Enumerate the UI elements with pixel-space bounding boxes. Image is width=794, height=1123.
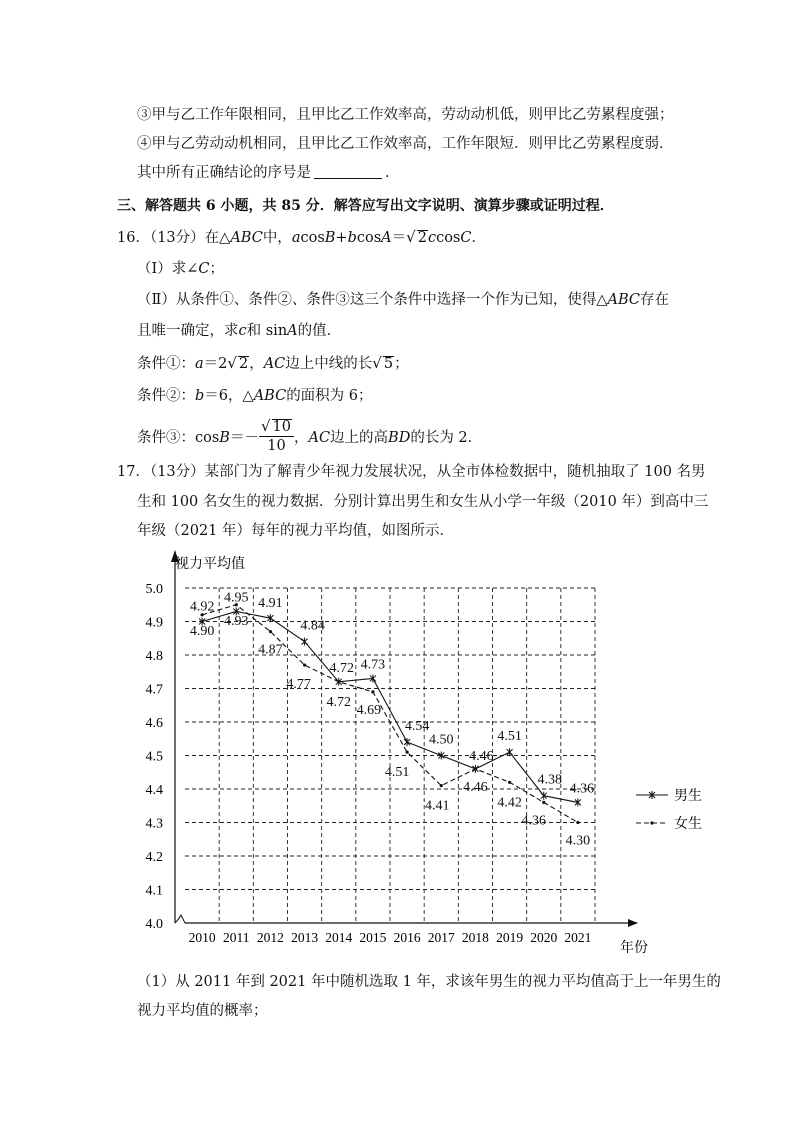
prompt-text: 其中所有正确结论的序号是 xyxy=(137,165,311,181)
legend xyxy=(636,787,702,832)
girls-point xyxy=(371,690,374,693)
segment-AC: AC xyxy=(263,356,286,372)
part2-end: 的值． xyxy=(297,323,342,339)
condition-2 xyxy=(137,386,373,406)
radicand: 5 xyxy=(383,356,394,372)
fraction xyxy=(259,417,294,455)
var-A: A xyxy=(287,323,298,339)
radical-sign: √ xyxy=(260,417,271,435)
question-17-line1: 17．（13分）某部门为了解青少年视力发展状况，从全市体检数据中，随机抽取了 100 名男 xyxy=(117,464,706,480)
q16-part1 xyxy=(137,259,224,279)
y-tick-label: 4.3 xyxy=(145,816,163,832)
y-tick-label: 4.7 xyxy=(145,682,163,698)
condition-text: 的长为 2． xyxy=(410,430,483,446)
girls-point xyxy=(474,767,477,770)
semicolon: ； xyxy=(394,356,409,372)
plus-sign: + xyxy=(335,230,348,246)
data-label: 4.72 xyxy=(329,660,354,676)
fn-cos: cos xyxy=(356,230,382,246)
var-A: A xyxy=(381,230,392,246)
x-tick-label: 2019 xyxy=(496,930,524,945)
triangle-name: ABC xyxy=(230,230,263,246)
data-label: 4.42 xyxy=(497,795,522,811)
x-tick-label: 2016 xyxy=(393,930,421,945)
grid xyxy=(185,588,595,923)
condition-text: 的面积为 6； xyxy=(286,388,373,404)
data-label: 4.41 xyxy=(425,798,450,814)
x-tick-label: 2010 xyxy=(188,930,216,945)
x-tick-label: 2018 xyxy=(461,930,489,945)
vision-line-chart xyxy=(0,540,794,960)
data-label: 4.87 xyxy=(258,642,283,658)
radical-sign: √ xyxy=(227,354,237,372)
condition-1 xyxy=(137,353,409,374)
y-tick-label: 4.6 xyxy=(145,716,163,731)
triangle-name: ABC xyxy=(607,292,641,308)
boys-point xyxy=(507,748,513,756)
boys-point xyxy=(302,638,308,646)
var-B: B xyxy=(219,430,230,446)
radicand: 10 xyxy=(272,419,291,435)
fn-cos: cos xyxy=(436,230,461,246)
girls-point xyxy=(440,784,443,787)
part2-text: （Ⅱ）从条件①、条件②、条件③这三个条件中选择一个作为已知，使得△ xyxy=(137,292,608,308)
condition-text: 边上中线的长 xyxy=(285,356,373,372)
q16-part2-line1 xyxy=(137,290,669,310)
radicand: 2 xyxy=(417,230,427,246)
data-label: 4.30 xyxy=(565,833,591,849)
var-B: B xyxy=(324,230,336,246)
data-label: 4.51 xyxy=(384,765,410,781)
y-tick-label: 4.0 xyxy=(145,917,163,932)
x-tick-label: 2021 xyxy=(564,930,592,945)
condition-3 xyxy=(137,416,482,460)
data-label: 4.90 xyxy=(189,623,215,639)
q16-end: ． xyxy=(471,230,486,246)
statement-4: ④甲与乙劳动动机相同，且甲比乙工作效率高，工作年限短．则甲比乙劳累程度弱． xyxy=(137,136,674,152)
girls-point xyxy=(303,663,306,666)
girls-point xyxy=(576,821,579,824)
condition-text: 边上的高 xyxy=(330,430,389,446)
question-16-head xyxy=(117,227,486,248)
fraction-numerator xyxy=(259,417,294,437)
part2-text: 且唯一确定，求 xyxy=(137,323,239,339)
segment-BD: BD xyxy=(388,430,411,446)
data-label: 4.46 xyxy=(469,748,494,764)
fraction-denominator: 10 xyxy=(267,438,286,454)
condition-label: 条件③：cos xyxy=(137,430,220,446)
axis-break xyxy=(175,915,185,923)
var-b: b xyxy=(195,388,205,404)
y-tick-label: 4.1 xyxy=(145,883,163,899)
radicand: 2 xyxy=(238,356,249,372)
statement-3: ③甲与乙工作年限相同，且甲比乙工作效率高，劳动动机低，则甲比乙劳累程度强； xyxy=(137,107,674,123)
axes xyxy=(146,550,649,956)
x-tick-label: 2014 xyxy=(325,930,353,945)
condition-label: 条件②： xyxy=(137,388,195,404)
girls-point xyxy=(337,680,340,683)
data-label: 4.50 xyxy=(429,732,454,748)
var-c: c xyxy=(427,230,437,246)
data-label: 4.38 xyxy=(537,772,562,788)
data-label: 4.77 xyxy=(286,677,311,693)
equals-minus: ＝－ xyxy=(229,430,259,446)
data-label: 4.84 xyxy=(300,618,325,634)
data-label: 4.91 xyxy=(258,596,283,612)
data-label: 4.36 xyxy=(521,813,546,829)
data-labels xyxy=(190,590,594,848)
y-tick-label: 4.8 xyxy=(145,649,163,664)
data-label: 4.95 xyxy=(224,590,249,606)
var-a: a xyxy=(291,230,301,246)
data-label: 4.73 xyxy=(360,657,386,673)
legend-girls-marker xyxy=(650,821,653,824)
data-label: 4.72 xyxy=(326,694,351,710)
part2-text-end: 存在 xyxy=(640,292,670,308)
data-label: 4.51 xyxy=(497,729,522,745)
data-label: 4.92 xyxy=(189,599,215,615)
question-15-prompt xyxy=(137,163,400,183)
condition-label: 条件①： xyxy=(137,356,195,372)
x-tick-label: 2020 xyxy=(530,930,558,945)
girls-point xyxy=(542,801,545,804)
girls-point xyxy=(269,630,272,633)
radical-sign: √ xyxy=(372,354,382,372)
comma: ， xyxy=(249,356,264,372)
y-axis-title: 视力平均值 xyxy=(175,557,245,572)
q17-sub1-line1: （1）从 2011 年到 2021 年中随机选取 1 年，求该年男生的视力平均值高于上一年男生的 xyxy=(137,974,721,990)
question-17-line3: 年级（2021 年）每年的视力平均值，如图所示． xyxy=(137,523,455,539)
boys-point xyxy=(404,738,410,746)
y-tick-label: 4.9 xyxy=(145,615,163,631)
y-tick-label: 4.5 xyxy=(145,749,163,765)
var-b: b xyxy=(347,230,357,246)
q16-middle: 中， xyxy=(262,230,292,246)
series xyxy=(199,603,581,824)
triangle-name: ABC xyxy=(253,388,287,404)
x-tick-label: 2012 xyxy=(256,930,284,945)
x-tick-label: 2011 xyxy=(223,930,250,945)
x-tick-label: 2015 xyxy=(359,930,387,945)
legend-girls-label: 女生 xyxy=(674,817,702,832)
data-label: 4.46 xyxy=(463,779,488,795)
var-C: C xyxy=(198,261,210,277)
data-label: 4.54 xyxy=(404,719,430,735)
condition-text: ＝6，△ xyxy=(204,388,254,404)
var-C: C xyxy=(460,230,472,246)
segment-AC: AC xyxy=(308,430,331,446)
prompt-end: ． xyxy=(385,165,400,181)
x-tick-label: 2013 xyxy=(291,930,319,945)
var-a: a xyxy=(195,356,204,372)
answer-blank[interactable] xyxy=(314,164,382,179)
comma: ， xyxy=(293,430,309,446)
part1-text: （Ⅰ）求∠ xyxy=(137,261,199,277)
q16-part2-line2 xyxy=(137,321,341,341)
data-label: 4.69 xyxy=(356,702,382,718)
part1-end: ； xyxy=(209,261,224,277)
data-label: 4.36 xyxy=(569,781,595,797)
y-tick-label: 5.0 xyxy=(145,582,163,597)
section-heading: 三、解答题共 6 小题，共 85 分．解答应写出文字说明、演算步骤或证明过程． xyxy=(117,198,614,214)
girls-point xyxy=(508,781,511,784)
girls-point xyxy=(405,751,408,754)
equals-sign: ＝ xyxy=(391,230,407,246)
radical-sign: √ xyxy=(406,228,416,246)
data-label: 4.93 xyxy=(224,613,249,629)
y-tick-label: 4.2 xyxy=(145,850,163,865)
var-c: c xyxy=(238,323,247,339)
question-17-line2: 生和 100 名女生的视力数据．分别计算出男生和女生从小学一年级（2010 年）到高中三 xyxy=(137,494,709,510)
q16-prefix: 16．（13分）在△ xyxy=(117,230,231,246)
part2-text: 和 sin xyxy=(246,323,288,339)
x-tick-label: 2017 xyxy=(427,930,455,945)
legend-boys-label: 男生 xyxy=(674,789,702,804)
equals-two: ＝2 xyxy=(203,356,228,372)
x-axis-title: 年份 xyxy=(620,941,648,956)
q17-sub1-line2: 视力平均值的概率； xyxy=(137,1003,268,1019)
y-tick-label: 4.4 xyxy=(145,783,163,798)
fn-cos: cos xyxy=(300,230,325,246)
